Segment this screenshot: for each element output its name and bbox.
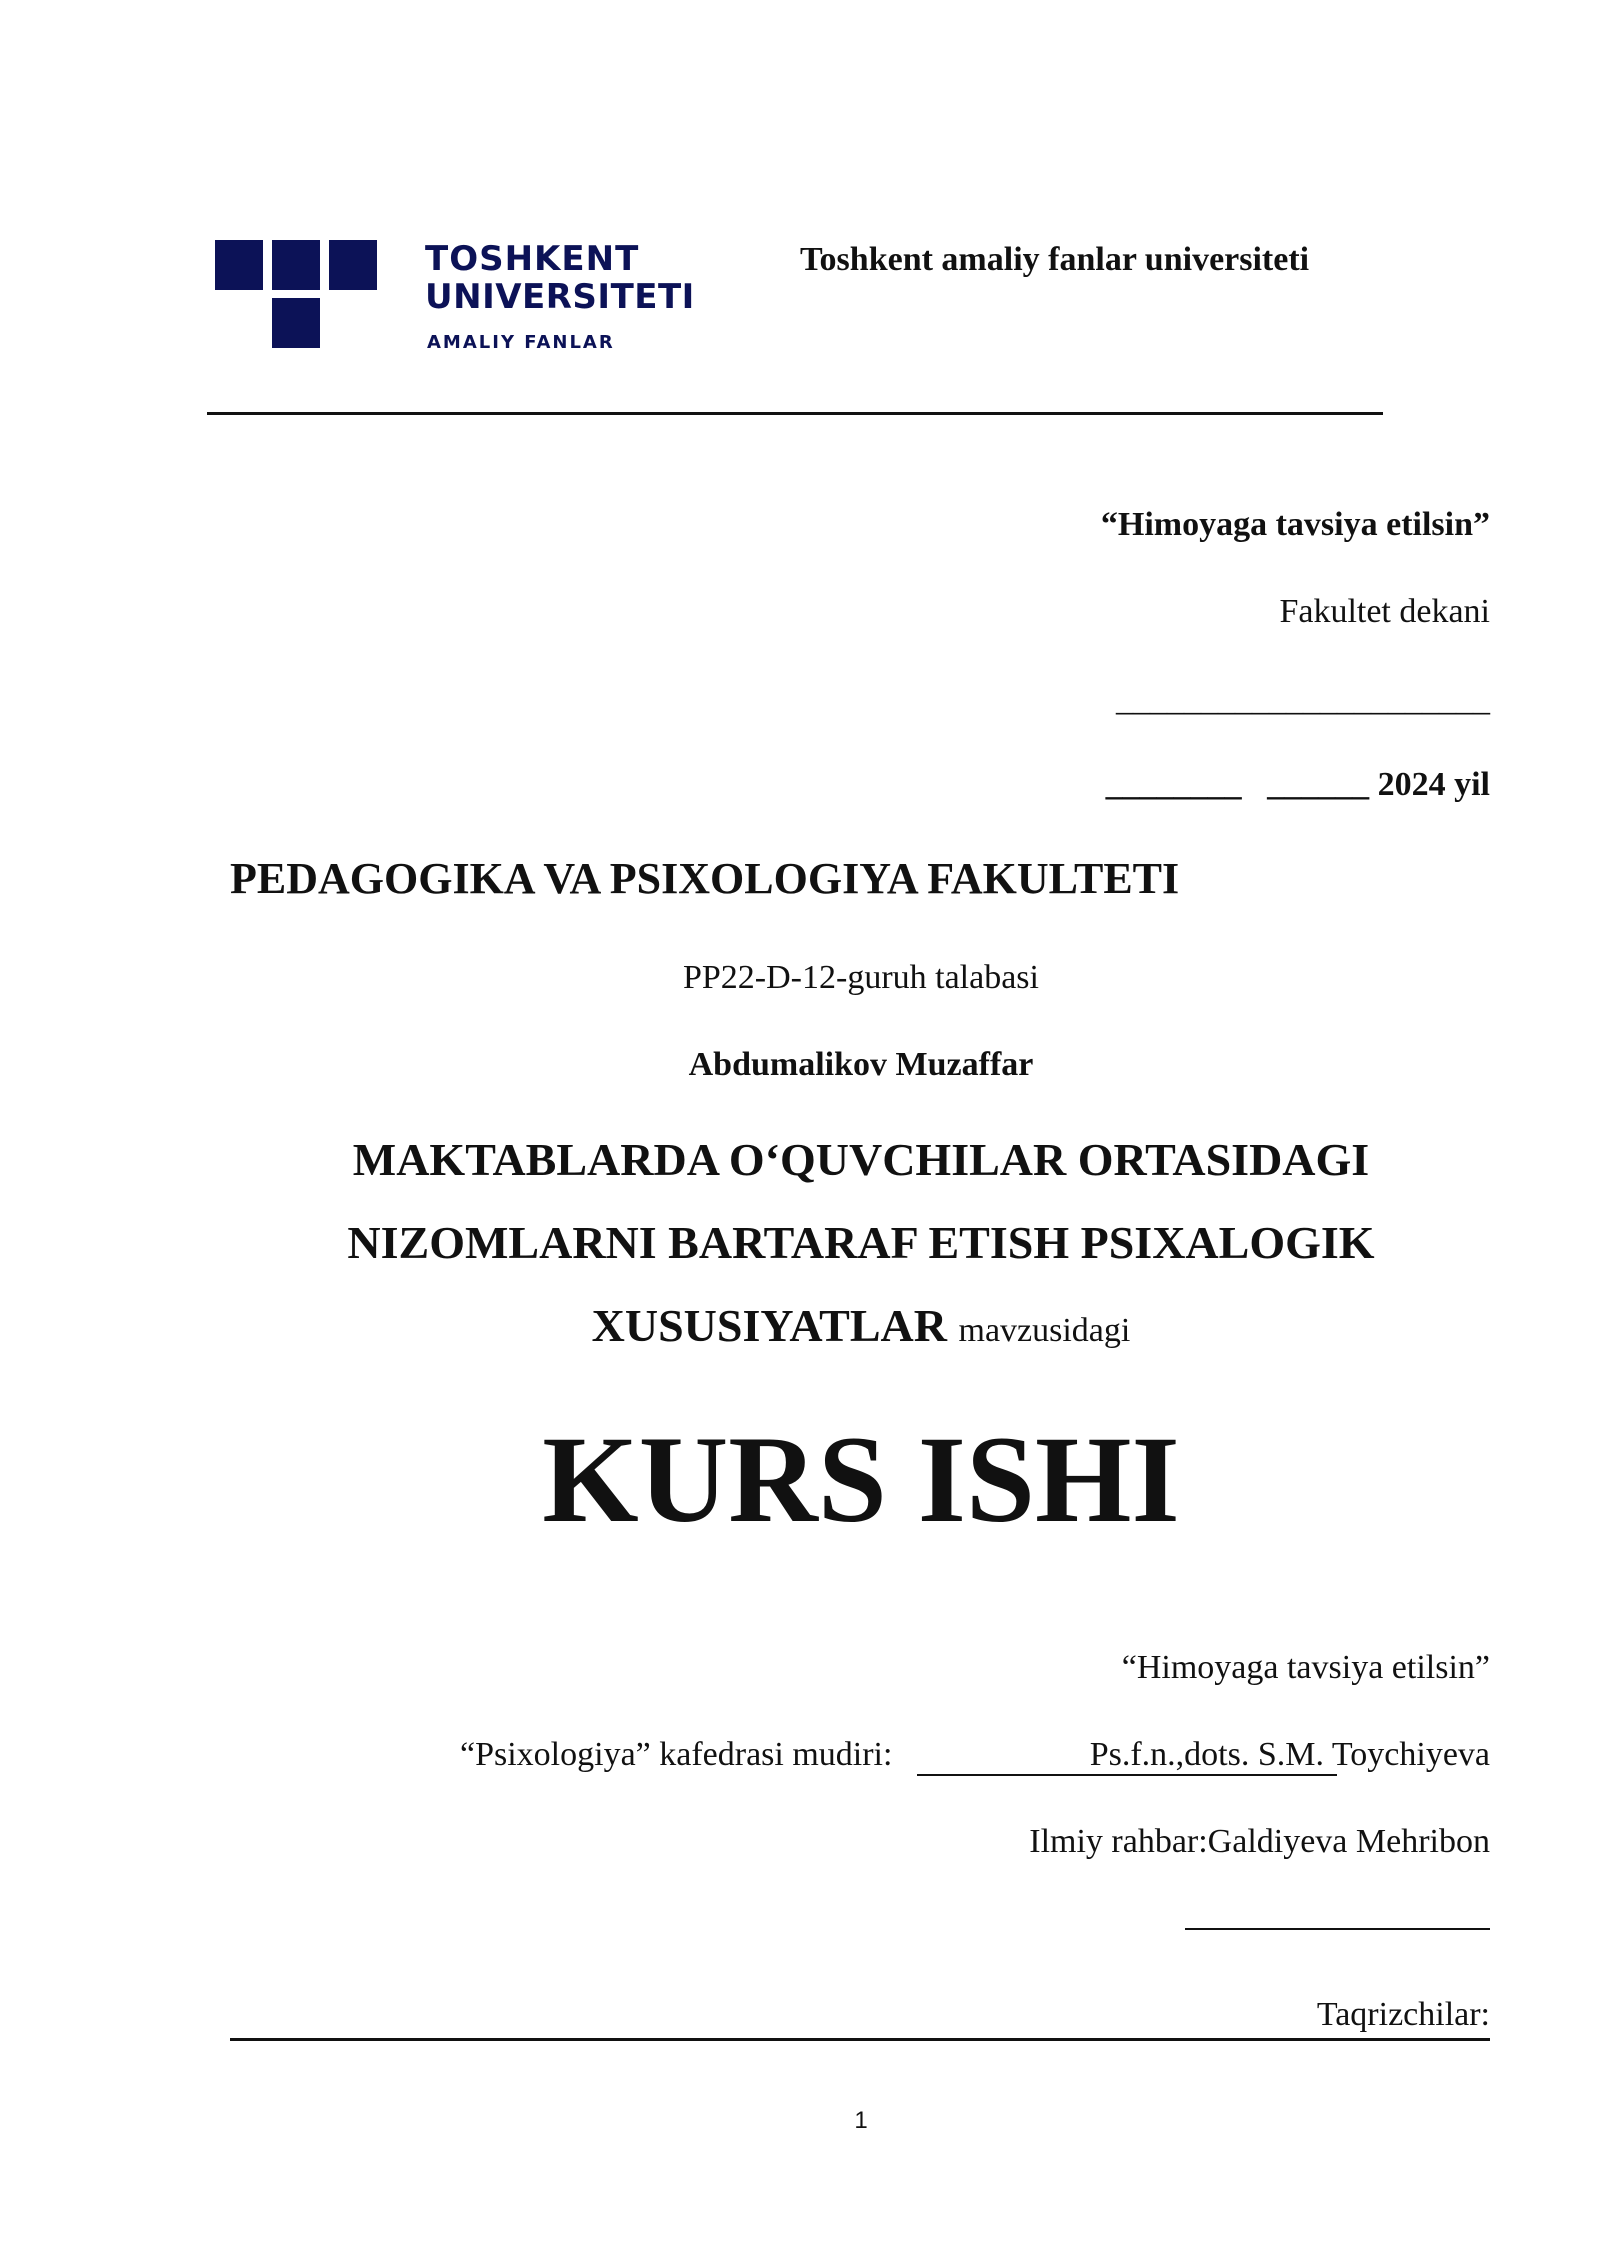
department-head: Ps.f.n.,dots. S.M. Toychiyeva [1089, 1736, 1490, 1773]
footer-divider [230, 2038, 1490, 2041]
student-name: Abdumalikov Muzaffar [688, 1046, 1034, 1083]
university-name: Toshkent amaliy fanlar universiteti [800, 241, 1310, 278]
dean-title: Fakultet dekani [1279, 593, 1490, 630]
recommend-bottom: “Himoyaga tavsiya etilsin” [1121, 1649, 1490, 1686]
logo-square-4 [272, 298, 320, 348]
approval-date [800, 765, 1490, 805]
topic-line-2: NIZOMLARNI BARTARAF ETISH PSIXALOGIK [347, 1217, 1375, 1268]
university-logo [215, 239, 695, 365]
topic-line-1: MAKTABLARDA O‘QUVCHILAR ORTASIDAGI [352, 1134, 1370, 1185]
page-number: 1 [854, 2107, 868, 2134]
date-blank-day: ________ [1105, 766, 1242, 803]
logo-square-1 [215, 240, 263, 290]
date-blank-month: ______ [1267, 766, 1370, 803]
logo-text-toshkent: TOSHKENT [425, 239, 640, 279]
advisor-signature-line [1185, 1928, 1490, 1930]
logo-text-amaliy-fanlar: AMALIY FANLAR [427, 332, 615, 353]
faculty-name: PEDAGOGIKA VA PSIXOLOGIYA FAKULTETI [230, 854, 1180, 903]
student-group: PP22-D-12-guruh talabasi [682, 959, 1039, 996]
topic-line-3-title: XUSUSIYATLAR [591, 1300, 947, 1351]
approval-year: 2024 yil [1377, 766, 1490, 803]
header-divider [207, 412, 1383, 415]
logo-square-3 [329, 240, 377, 290]
logo-square-2 [272, 240, 320, 290]
scientific-advisor: Ilmiy rahbar:Galdiyeva Mehribon [1029, 1823, 1490, 1860]
logo-text-universiteti: UNIVERSITETI [425, 277, 695, 317]
department-row [300, 1735, 1490, 1779]
topic-line-3 [0, 1299, 1600, 1358]
document-type-title: KURS ISHI [542, 1411, 1180, 1548]
topic-suffix: mavzusidagi [958, 1312, 1131, 1349]
department-label: “Psixologiya” kafedrasi mudiri: [460, 1736, 893, 1773]
dean-signature-line: ______________________ [1116, 681, 1490, 718]
recommend-top: “Himoyaga tavsiya etilsin” [1100, 506, 1490, 543]
reviewers-label: Taqrizchilar: [1316, 1996, 1490, 2033]
